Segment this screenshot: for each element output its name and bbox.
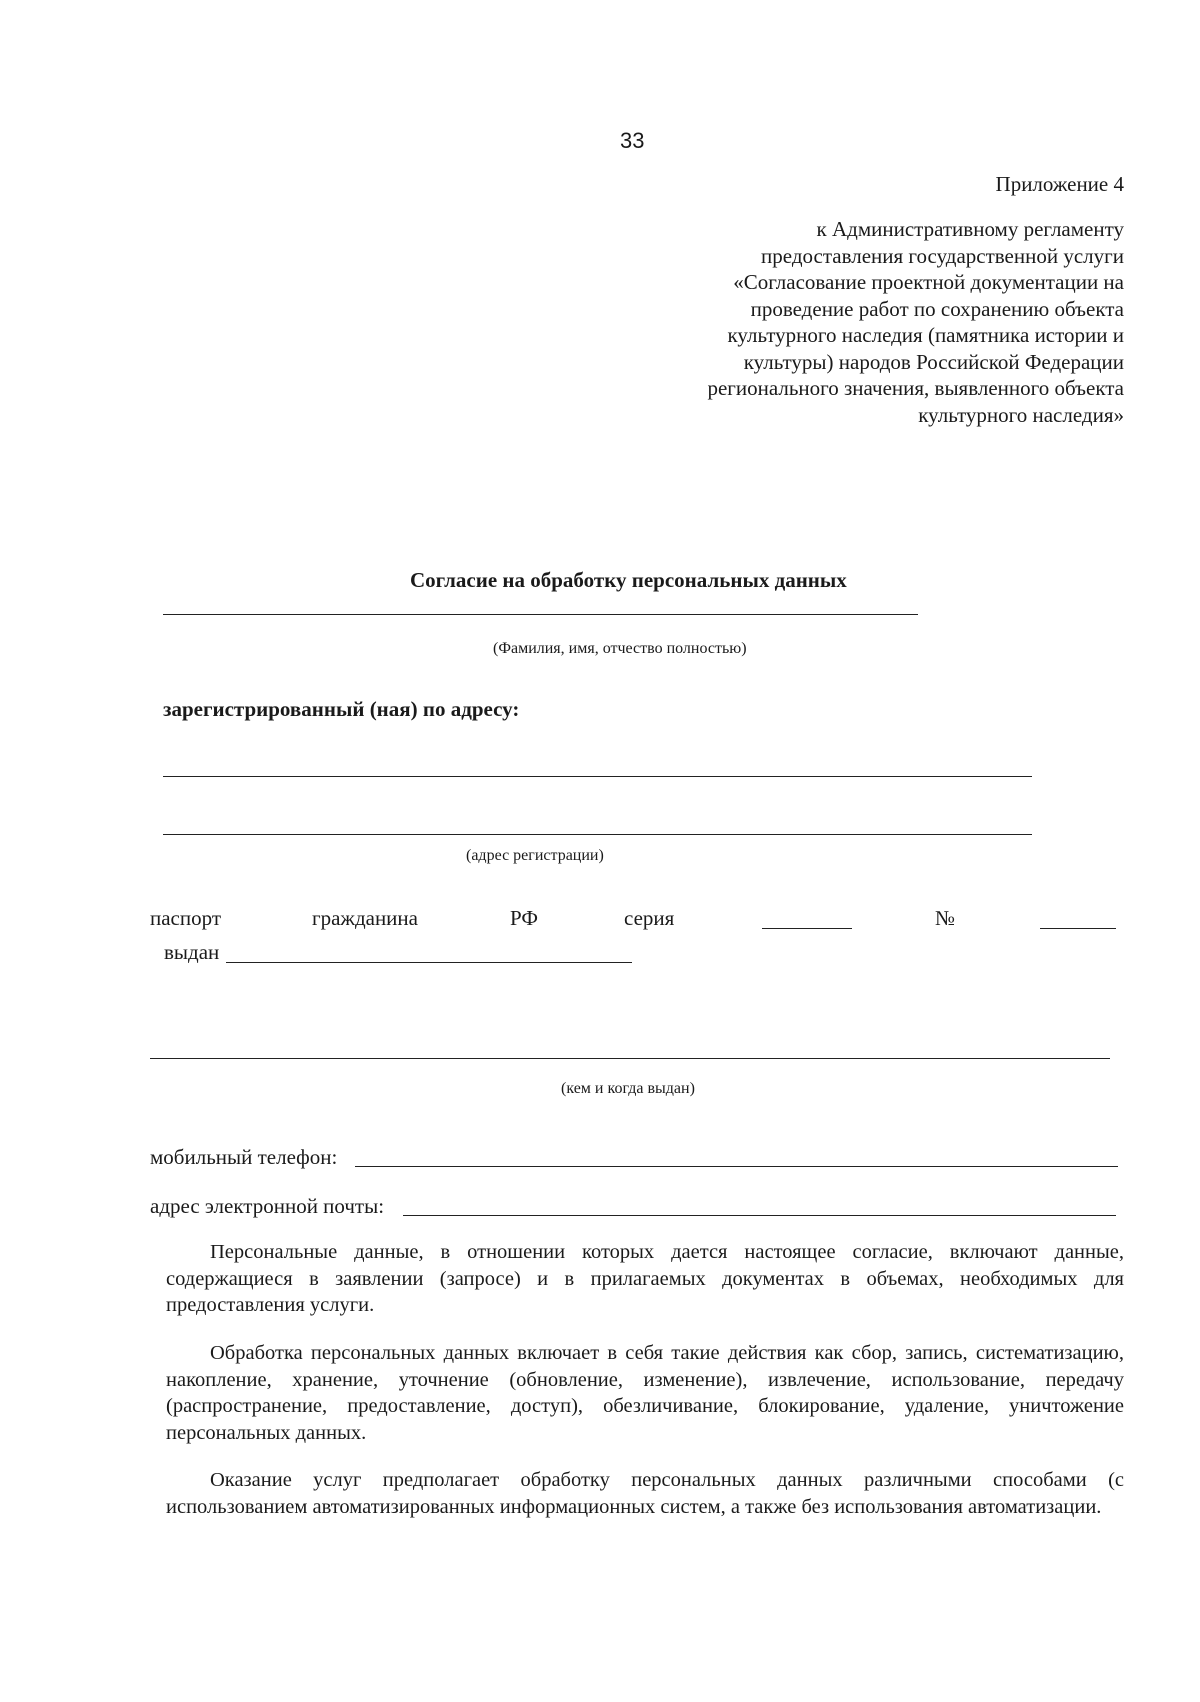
reference-line: культурного наследия (памятника истории и (727, 323, 1124, 347)
address-caption: (адрес регистрации) (466, 847, 604, 864)
fio-blank-line[interactable] (163, 614, 918, 615)
registered-address-label: зарегистрированный (ная) по адресу: (163, 697, 520, 721)
address-blank-line-1[interactable] (163, 776, 1032, 777)
series-word: серия (624, 906, 675, 930)
phone-label: мобильный телефон: (150, 1145, 338, 1169)
paragraph-methods: Оказание услуг предполагает обработку персональных данных различными способами (с использованием автоматизированных информационных систем, а также без использования автоматизации. (166, 1469, 1124, 1518)
reference-line: к Административному регламенту (816, 217, 1124, 241)
email-label: адрес электронной почты: (150, 1194, 385, 1218)
issued-blank-line[interactable] (226, 962, 632, 963)
reference-line: регионального значения, выявленного объекта (707, 376, 1124, 400)
reference-line: предоставления государственной услуги (761, 243, 1124, 268)
address-blank-line-2[interactable] (163, 834, 1032, 835)
fio-caption: (Фамилия, имя, отчество полностью) (493, 640, 747, 657)
issued-caption: (кем и когда выдан) (561, 1080, 695, 1097)
email-blank-line[interactable] (403, 1215, 1116, 1216)
number-blank-line[interactable] (1040, 928, 1116, 929)
regulation-reference (604, 216, 1124, 428)
document-title: Согласие на обработку персональных данных (410, 568, 847, 592)
reference-line: культурного наследия» (918, 402, 1124, 427)
reference-line: культуры) народов Российской Федерации (743, 349, 1124, 374)
citizen-word: гражданина (312, 906, 418, 930)
paragraph-processing: Обработка персональных данных включает в себя такие действия как сбор, запись, систематизацию, накопление, хранение, уточнение (обновление, изменение), извлечение, использование, передачу (распространение, предоставление, доступ), обезличивание, блокирование, удаление, уничтожение персональных данных. (166, 1342, 1124, 1444)
reference-line: проведение работ по сохранению объекта (750, 296, 1124, 321)
series-blank-line[interactable] (762, 928, 852, 929)
rf-word: РФ (510, 906, 538, 930)
passport-word: паспорт (150, 906, 222, 930)
paragraph-personal-data: Персональные данные, в отношении которых дается настоящее согласие, включают данные, содержащиеся в заявлении (запросе) и в прилагаемых документах в объемах, необходимых для предоставления услуги. (166, 1241, 1124, 1316)
appendix-label: Приложение 4 (995, 172, 1124, 196)
issued-word: выдан (164, 940, 220, 964)
phone-blank-line[interactable] (355, 1166, 1118, 1167)
reference-line: «Согласование проектной документации на (733, 270, 1124, 294)
number-sign: № (935, 906, 956, 930)
issued-by-blank-line[interactable] (150, 1058, 1110, 1059)
page-number: 33 (620, 128, 645, 153)
